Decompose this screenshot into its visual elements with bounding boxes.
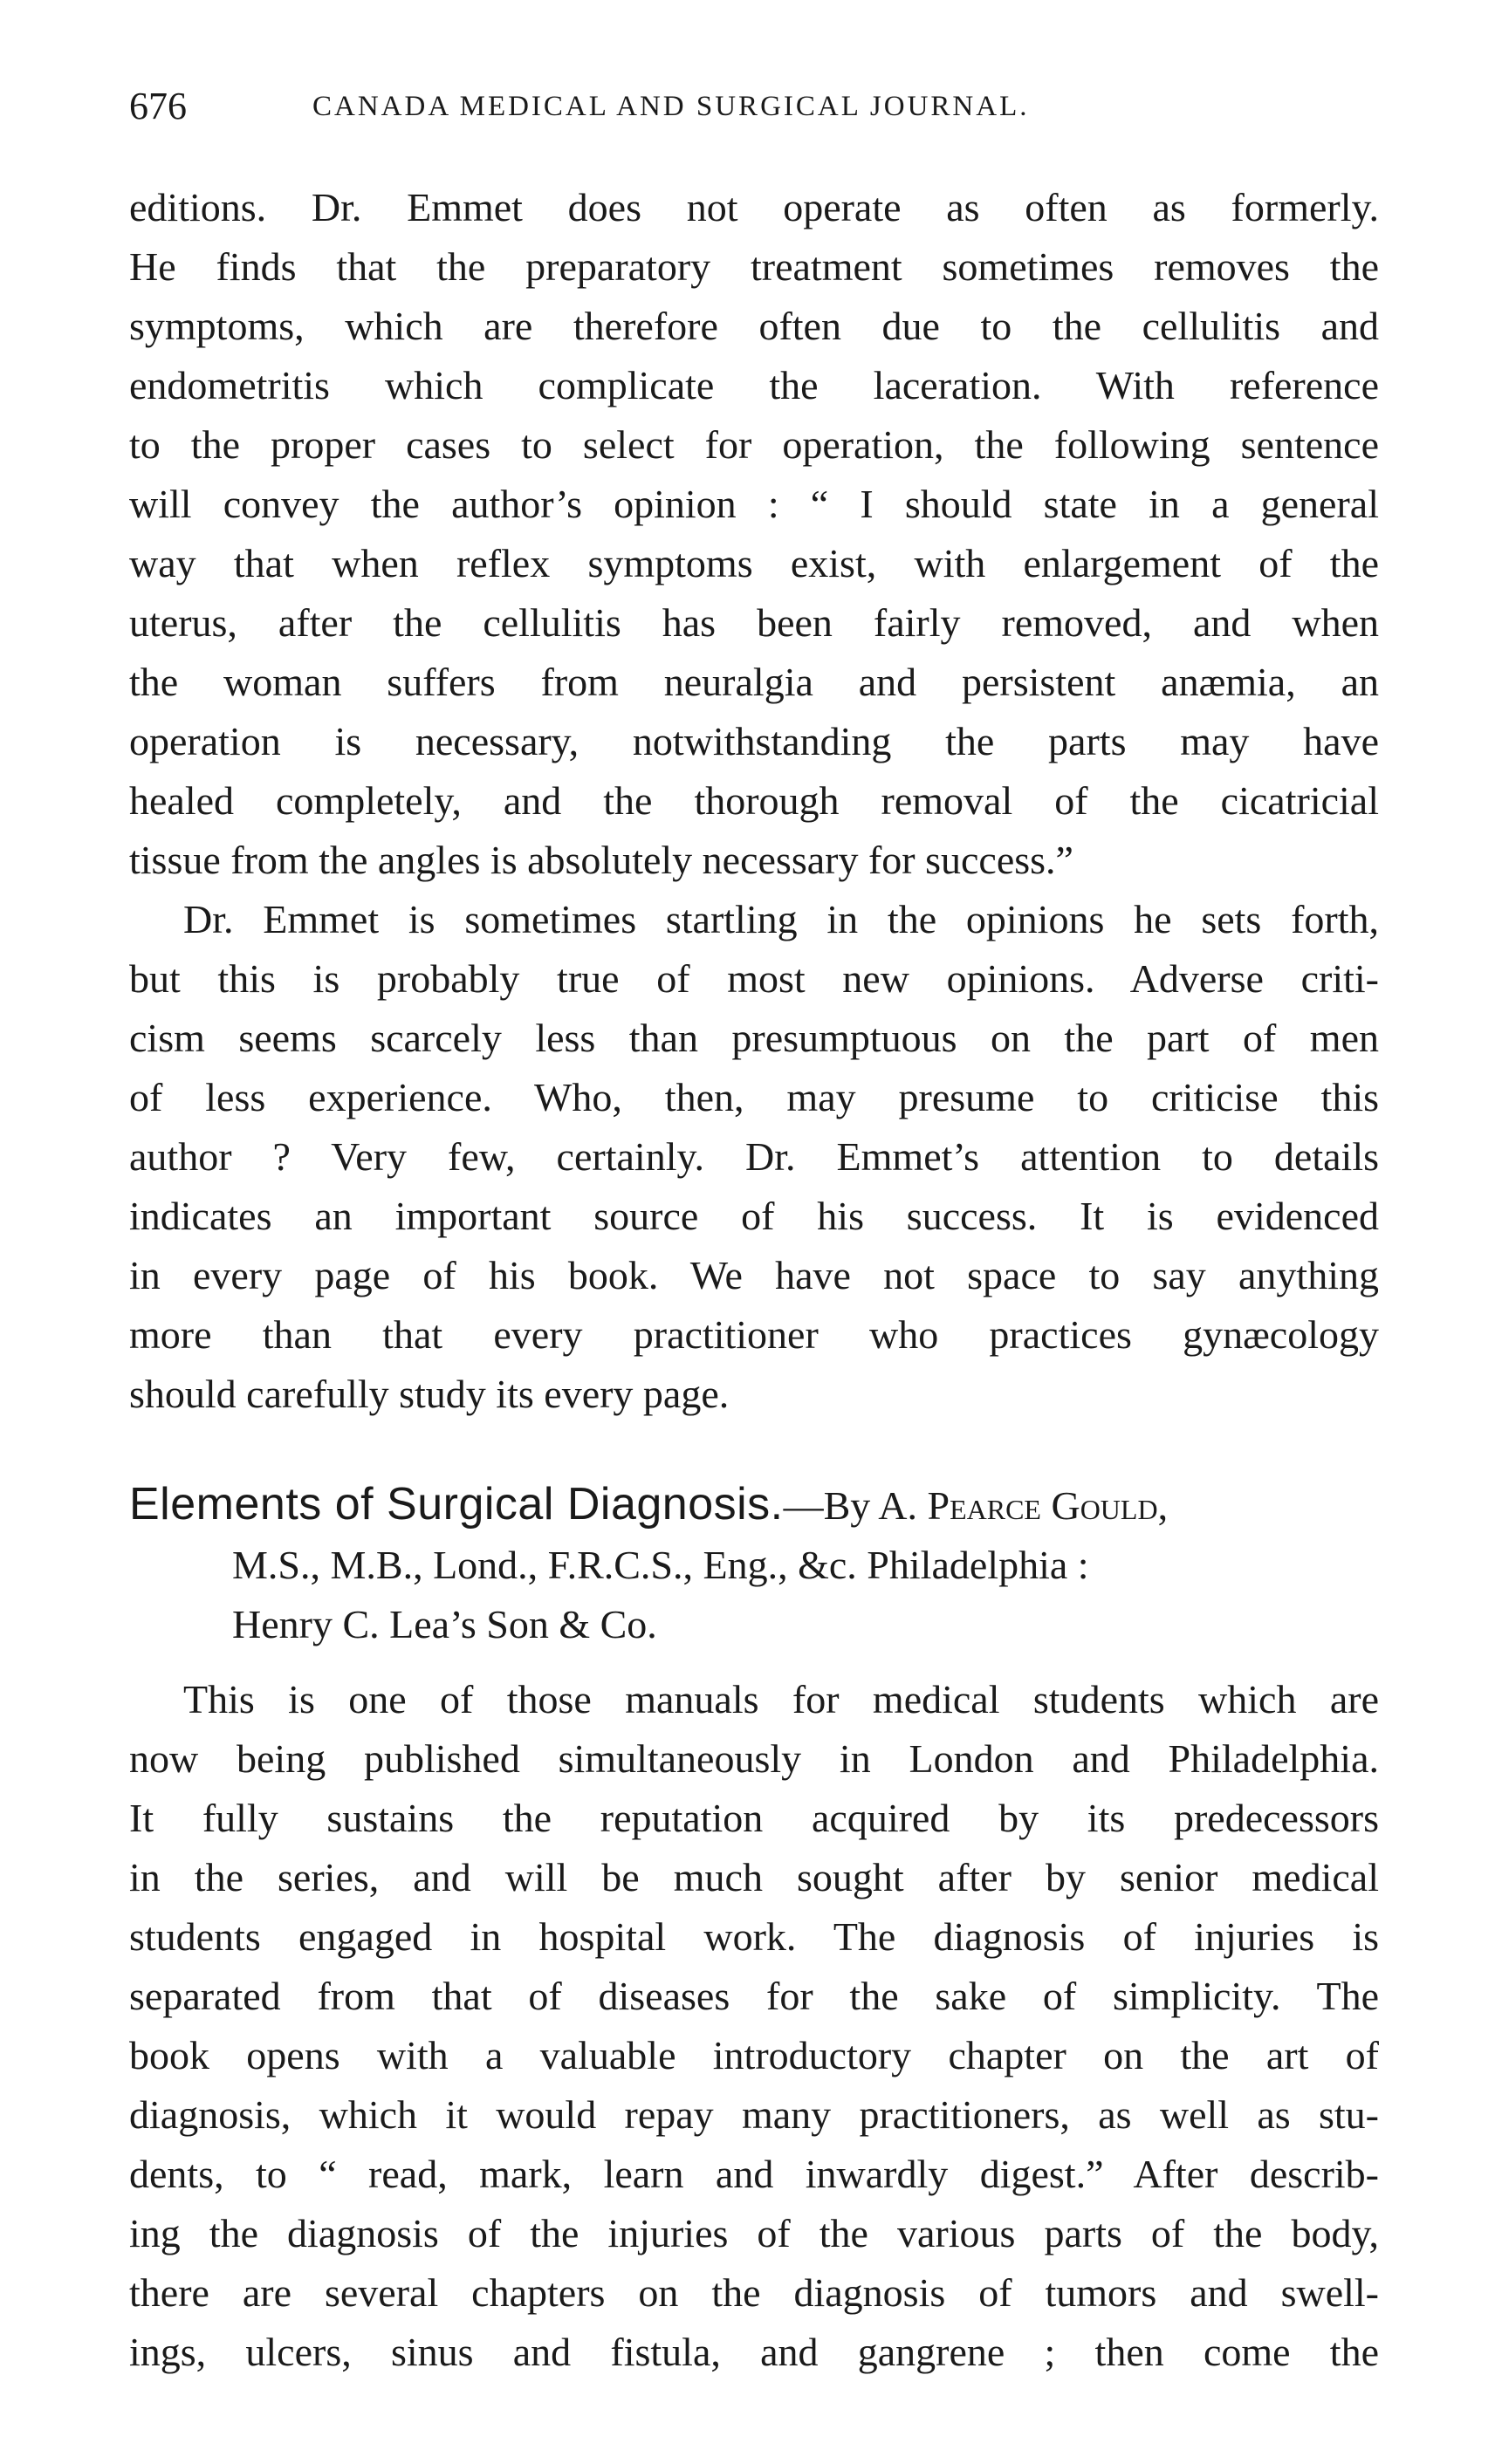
review-heading — [129, 1475, 1386, 1654]
text-line: there are several chapters on the diagnosis of tumors and swell- — [129, 2270, 1379, 2315]
text-line: diagnosis, which it would repay many practitioners, as well as stu- — [129, 2092, 1379, 2137]
text-line: of less experience. Who, then, may presume to criticise this — [129, 1075, 1379, 1119]
text-line: symptoms, which are therefore often due to the cellulitis and — [129, 304, 1379, 348]
text-line: This is one of those manuals for medical students which are — [183, 1677, 1379, 1721]
text-line: students engaged in hospital work. The diagnosis of injuries is — [129, 1914, 1379, 1959]
text-line: indicates an important source of his success. It is evidenced — [129, 1194, 1379, 1238]
text-line: ings, ulcers, sinus and fistula, and gangrene ; then come the — [129, 2330, 1379, 2374]
heading-line-3: Henry C. Lea’s Son & Co. — [232, 1602, 657, 1646]
book-title: Elements of Surgical Diagnosis. — [129, 1479, 784, 1530]
text-line: endometritis which complicate the laceration. With reference — [129, 363, 1379, 407]
text-line: dents, to “ read, mark, learn and inwardly digest.” After describ- — [129, 2152, 1379, 2196]
heading-line-1 — [129, 1475, 1386, 1536]
text-line: It fully sustains the reputation acquired by its predecessors — [129, 1796, 1379, 1840]
text-line: way that when reflex symptoms exist, with enlargement of the — [129, 541, 1379, 585]
text-line: to the proper cases to select for operation, the following sentence — [129, 422, 1379, 467]
text-line: tissue from the angles is absolutely necessary for success.” — [129, 838, 1073, 882]
text-line: in the series, and will be much sought after by senior medical — [129, 1855, 1379, 1899]
review-continuation — [129, 178, 1379, 1424]
text-line: separated from that of diseases for the sake of simplicity. The — [129, 1974, 1379, 2018]
text-line: should carefully study its every page. — [129, 1372, 730, 1416]
text-line: will convey the author’s opinion : “ I should state in a general — [129, 482, 1379, 526]
text-line: healed completely, and the thorough removal of the cicatricial — [129, 778, 1379, 823]
text-line: He finds that the preparatory treatment sometimes removes the — [129, 244, 1379, 289]
text-line: cism seems scarcely less than presumptuous on the part of men — [129, 1016, 1379, 1060]
text-line: author ? Very few, certainly. Dr. Emmet’s attention to details — [129, 1134, 1379, 1179]
paragraph-surgical-diagnosis — [129, 1670, 1379, 2382]
text-line: now being published simultaneously in London and Philadelphia. — [129, 1736, 1379, 1781]
text-line: ing the diagnosis of the injuries of the various parts of the body, — [129, 2211, 1379, 2255]
page-number: 676 — [129, 85, 187, 127]
text-line: editions. Dr. Emmet does not operate as often as formerly. — [129, 185, 1379, 229]
text-line: in every page of his book. We have not space to say anything — [129, 1253, 1379, 1297]
running-head — [129, 80, 1386, 133]
paragraph-emmet-operation — [129, 178, 1379, 890]
text-line: the woman suffers from neuralgia and persistent anæmia, an — [129, 660, 1379, 704]
author-name: Pearce Gould, — [927, 1483, 1169, 1528]
text-line: uterus, after the cellulitis has been fairly removed, and when — [129, 600, 1379, 645]
journal-title: CANADA MEDICAL AND SURGICAL JOURNAL. — [312, 91, 1030, 122]
text-line: but this is probably true of most new opinions. Adverse criti- — [129, 956, 1379, 1001]
text-line: Dr. Emmet is sometimes startling in the opinions he sets forth, — [183, 897, 1379, 941]
paragraph-emmet-opinions — [129, 890, 1379, 1424]
heading-line-2: M.S., M.B., Lond., F.R.C.S., Eng., &c. Philadelphia : — [232, 1543, 1089, 1587]
text-line: operation is necessary, notwithstanding the parts may have — [129, 719, 1379, 763]
byline-prefix: —By A. — [783, 1483, 928, 1528]
text-line: book opens with a valuable introductory chapter on the art of — [129, 2033, 1379, 2077]
review-body — [129, 1670, 1379, 2382]
text-line: more than that every practitioner who practices gynæcology — [129, 1312, 1379, 1357]
